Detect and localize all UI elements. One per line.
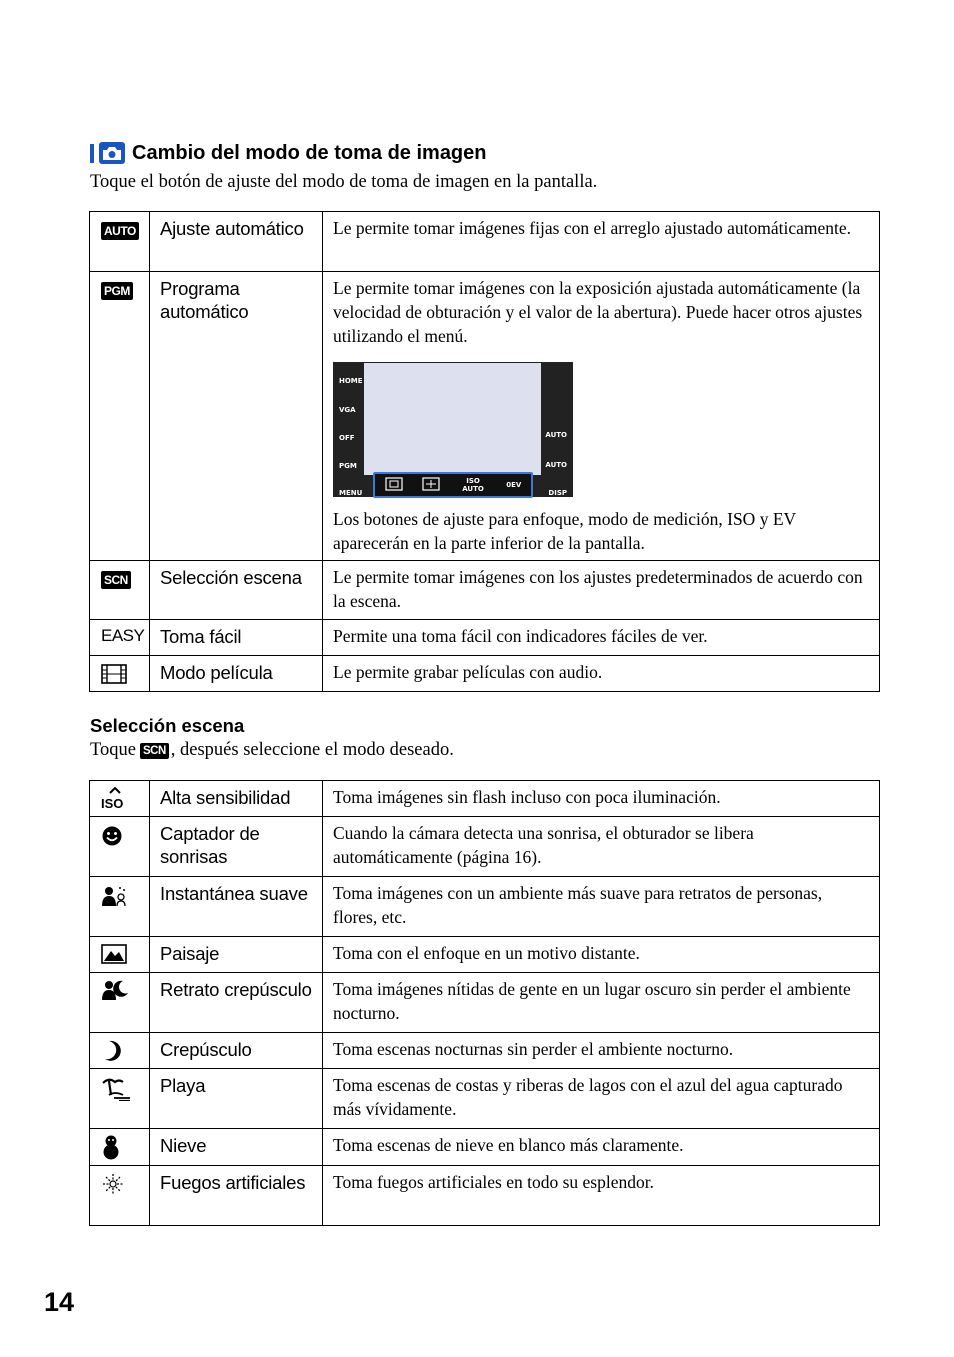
home-label: HOME <box>339 377 363 385</box>
mode-description: Permite una toma fácil con indicadores fáciles de ver. <box>323 620 880 656</box>
scene-description: Toma escenas nocturnas sin perder el ambiente nocturno. <box>323 1033 880 1069</box>
modes-table <box>89 211 880 692</box>
table-row <box>90 1033 880 1069</box>
smile-icon <box>101 825 123 847</box>
mode-description: Le permite tomar imágenes con la exposición ajustada automáticamente (la velocidad de obturación y el valor de la abertura). Puede hacer otros ajustes utilizando el menú. <box>333 278 863 346</box>
disp-label: DISP <box>548 489 567 497</box>
scene-name: Alta sensibilidad <box>150 781 323 817</box>
easy-mode-icon: EASY <box>101 626 145 645</box>
heading-bar <box>90 144 94 163</box>
moon-icon <box>101 1040 123 1062</box>
page-title: Cambio del modo de toma de imagen <box>132 141 487 164</box>
mode-description: Le permite tomar imágenes con los ajustes predeterminados de acuerdo con la escena. <box>323 561 880 620</box>
mode-description-note: Los botones de ajuste para enfoque, modo de medición, ISO y EV aparecerán en la parte inferior de la pantalla. <box>333 509 796 553</box>
fireworks-icon <box>101 1172 125 1196</box>
lcd-preview <box>364 363 541 475</box>
auto-mode-icon: AUTO <box>101 222 139 240</box>
scene-description: Toma escenas de costas y riberas de lagos con el azul del agua capturado más vívidamente. <box>323 1069 880 1129</box>
scene-description: Toma imágenes nítidas de gente en un lugar oscuro sin perder el ambiente nocturno. <box>323 973 880 1033</box>
focus-icon <box>385 477 403 493</box>
mode-name: Selección escena <box>150 561 323 620</box>
iso-icon <box>101 787 129 809</box>
scene-description: Toma escenas de nieve en blanco más claramente. <box>323 1129 880 1166</box>
svg-text:ISO: ISO <box>101 796 124 809</box>
rec-mode-icon: PGM <box>339 462 357 470</box>
iso-button: ISO AUTO <box>462 477 484 493</box>
table-row <box>90 212 880 272</box>
intro-text: Toque el botón de ajuste del modo de toma de imagen en la pantalla. <box>90 172 598 192</box>
table-row <box>90 620 880 656</box>
table-row <box>90 1129 880 1166</box>
menu-label: MENU <box>339 489 363 497</box>
mode-name: Modo película <box>150 656 323 692</box>
table-row <box>90 973 880 1033</box>
ev-button: 0EV <box>506 481 522 489</box>
scene-heading: Selección escena <box>90 715 245 736</box>
scene-table <box>89 780 880 1226</box>
scene-name: Nieve <box>150 1129 323 1166</box>
scene-description: Toma imágenes con un ambiente más suave para retratos de personas, flores, etc. <box>323 877 880 937</box>
table-row <box>90 817 880 877</box>
program-mode-icon: PGM <box>101 282 133 300</box>
scene-description: Toma imágenes sin flash incluso con poca iluminación. <box>323 781 880 817</box>
scene-name: Fuegos artificiales <box>150 1166 323 1226</box>
settings-bar <box>373 472 533 498</box>
flash-icon: AUTO <box>545 431 567 439</box>
snow-icon <box>101 1134 121 1160</box>
scn-inline-icon: SCN <box>140 743 169 759</box>
scene-intro-after: , después seleccione el modo deseado. <box>170 740 454 760</box>
page-number: 14 <box>44 1287 75 1317</box>
movie-icon <box>101 664 127 684</box>
scene-description: Toma fuegos artificiales en todo su esplendor. <box>323 1166 880 1226</box>
scene-name: Retrato crepúsculo <box>150 973 323 1033</box>
camera-icon <box>99 142 125 164</box>
landscape-icon <box>101 944 127 964</box>
scene-intro <box>90 740 454 761</box>
table-row <box>90 272 880 561</box>
table-row <box>90 1166 880 1226</box>
image-size-icon: VGA <box>339 406 356 414</box>
metering-icon <box>422 477 440 493</box>
camera-screen-image <box>333 362 573 497</box>
scene-name: Crepúsculo <box>150 1033 323 1069</box>
scene-intro-before: Toque <box>90 740 136 760</box>
mode-name: Toma fácil <box>150 620 323 656</box>
mode-description: Le permite tomar imágenes fijas con el arreglo ajustado automáticamente. <box>323 212 880 272</box>
table-row <box>90 1069 880 1129</box>
table-row <box>90 937 880 973</box>
mode-name: Ajuste automático <box>150 212 323 272</box>
scene-mode-icon: SCN <box>101 571 131 589</box>
table-row <box>90 656 880 692</box>
mode-name: Programa automático <box>150 272 323 561</box>
twilight-portrait-icon <box>101 979 129 1001</box>
soft-snap-icon <box>101 885 127 907</box>
macro-icon: AUTO <box>545 461 567 469</box>
table-row <box>90 561 880 620</box>
scene-name: Instantánea suave <box>150 877 323 937</box>
section-heading <box>90 140 487 166</box>
table-row <box>90 781 880 817</box>
scene-description: Cuando la cámara detecta una sonrisa, el obturador se libera automáticamente (página 16). <box>323 817 880 877</box>
table-row <box>90 877 880 937</box>
self-timer-icon: OFF <box>339 434 355 442</box>
scene-name: Paisaje <box>150 937 323 973</box>
beach-icon <box>101 1077 131 1101</box>
scene-name: Captador de sonrisas <box>150 817 323 877</box>
mode-description: Le permite grabar películas con audio. <box>323 656 880 692</box>
scene-name: Playa <box>150 1069 323 1129</box>
scene-description: Toma con el enfoque en un motivo distante. <box>323 937 880 973</box>
